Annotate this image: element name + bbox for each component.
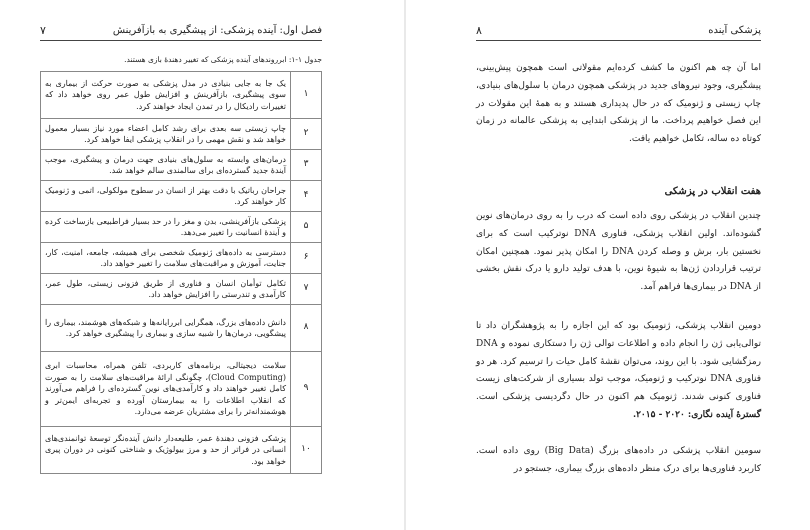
table-row — [41, 119, 322, 150]
paragraph-text: دومین انقلاب پزشکی، ژنومیک بود که این اجازه را به پژوهشگران داد تا توالی‌یابی ژن را انجام داده و اطلاعات توالی ژن را دستکاری نموده و DNA رمزگشایی شود. با این روند، می‌توان نقشۀ کامل حیات را ترسیم کرد. هر دو فناوری DNA نوترکیب و ژنومیک، موجب تولد بسیاری از شرکت‌های زیست فناوری کنونی شدند. ژنومیک هم اکنون در حال دگردیسی پزشکی است. — [476, 321, 762, 403]
section-heading: هفت انقلاب در پزشکی — [664, 186, 761, 197]
row-number: ۲ — [291, 119, 322, 150]
row-number: ۳ — [291, 150, 322, 181]
row-number: ۴ — [291, 181, 322, 212]
row-text: جراحان رباتیک با دقت بهتر از انسان در سطوح مولکولی، اتمی و ژنومیک کار خواهند کرد. — [41, 181, 291, 212]
row-text: یک جا به جایی بنیادی در مدل پزشکی به صورت حرکت از بیماری به سوی پیشگیری، بازآفرینش و افزایش طول عمر روی خواهد داد که تغییرات رادیکال را در تمدن ایجاد خواهند کرد. — [41, 72, 291, 119]
table-caption: جدول ۱-۱: ابرروندهای آینده پزشکی که تغییر دهندۀ بازی هستند. — [124, 55, 322, 64]
right-page-header — [476, 22, 761, 41]
right-page — [406, 0, 810, 530]
row-text: درمان‌های وابسته به سلول‌های بنیادی جهت درمان و پیشگیری، موجب آیندۀ جدید گسترده‌ای برای سالمندی سالم خواهد شد. — [41, 150, 291, 181]
row-number: ۹ — [291, 352, 322, 427]
table-row — [41, 181, 322, 212]
row-number: ۱۰ — [291, 427, 322, 474]
left-header-title: فصل اول: آینده پزشکی: از پیشگیری به بازآفرینش — [112, 25, 322, 36]
table-row — [41, 274, 322, 305]
row-text: سلامت دیجیتالی، برنامه‌های کاربردی، تلفن همراه، محاسبات ابری (Cloud Computing)، چگونگی ارائۀ مراقبت‌های سلامت را به صورت کامل تغییر خواهند داد و کارآمدی‌های نوین گسترده‌ای را فراهم می‌آورند که انقلاب اطلاعات را به بیمارستان آورده و تجربه‌ای ایمن‌تر و هوشمندانه‌تر را برای مشتریان عرضه می‌دارد. — [41, 352, 291, 427]
table-row — [41, 305, 322, 352]
table-row — [41, 72, 322, 119]
row-number: ۶ — [291, 243, 322, 274]
left-page-number: ۷ — [40, 24, 46, 37]
citation-reference: گسترۀ آینده نگاری: ۲۰۲۰ - ۲۰۱۵. — [632, 409, 761, 420]
row-text: دسترسی به داده‌های ژنومیک شخصی برای همیشه، جامعه، امنیت، کار، جنایت، آموزش و مراقبت‌های سلامت را تغییر خواهد داد. — [41, 243, 291, 274]
table-row — [41, 427, 322, 474]
paragraph-third-revolution: سومین انقلاب پزشکی در داده‌های بزرگ (Big Data) روی داده است. کاربرد فناوری‌ها برای درک منظر داده‌های بزرگ بیماری، جستجو در — [476, 446, 761, 474]
left-page-header — [40, 22, 322, 41]
row-text: پزشکی فزونی دهندۀ عمر، طلیعه‌دار دانش آینده‌نگر توسعۀ توانمندی‌های انسانی در فراتر از حد و مرز بیولوژیک و شناختی کنونی در دوران پیری خواهد بود. — [41, 427, 291, 474]
megatrends-table — [40, 71, 322, 474]
row-text: پزشکی بازآفرینشی، بدن و مغز را در حد بسیار فراطبیعی بازساخت کرده و آیندۀ انسانیت را تغییر می‌دهد. — [41, 212, 291, 243]
row-text: تکامل توأمان انسان و فناوری از طریق فزونی زیستی، طول عمر، کارآمدی و تندرستی را افزایش خواهد داد. — [41, 274, 291, 305]
row-number: ۵ — [291, 212, 322, 243]
row-number: ۸ — [291, 305, 322, 352]
intro-paragraph: اما آن چه هم اکنون ما کشف کرده‌ایم مقولاتی است همچون پیش‌بینی، پیشگیری، وجود نیروهای جدید در پزشکی همچون درمان با سلول‌های بنیادی، چاپ زیستی و ژنومیک که در حال پدیداری هستند و به همۀ این مقولات در این فصل خواهیم پرداخت. ما از پزشکی ابتدایی به پزشکی عالمانه در زمان کوتاه ده ساله، تکامل خواهیم یافت. — [476, 63, 761, 145]
table-row — [41, 243, 322, 274]
paragraph-second-revolution — [476, 318, 761, 425]
table-row — [41, 212, 322, 243]
right-page-number: ۸ — [476, 24, 482, 37]
row-text: چاپ زیستی سه بعدی برای رشد کامل اعضاء مورد نیاز بسیار معمول خواهد شد و نقش مهمی را در انقلاب پزشکی ایفا خواهد کرد. — [41, 119, 291, 150]
left-page — [0, 0, 404, 530]
row-number: ۱ — [291, 72, 322, 119]
paragraph-first-revolution: چندین انقلاب در پزشکی روی داده است که درب را به روی درمان‌های نوین گشوده‌اند. اولین انقلاب پزشکی، فناوری DNA نوترکیب است که برای نخستین بار، برش و وصله کردن DNA را امکان پذیر نمود. همچنین امکان ترتیب قراردادن ژن‌ها به شیوۀ نوین، با هدف تولید دارو یا درک نقش بخشی از DNA در بیماری‌ها فراهم آمد. — [476, 211, 761, 293]
row-text: دانش داده‌های بزرگ، همگرایی ابررایانه‌ها و شبکه‌های هوشمند، بیماری را پیشگویی، درمان‌ها را شبیه سازی و بیماری را پیشگیری خواهد کرد. — [41, 305, 291, 352]
table-row — [41, 352, 322, 427]
row-number: ۷ — [291, 274, 322, 305]
table-row — [41, 150, 322, 181]
right-header-title: پزشکی آینده — [708, 25, 761, 36]
